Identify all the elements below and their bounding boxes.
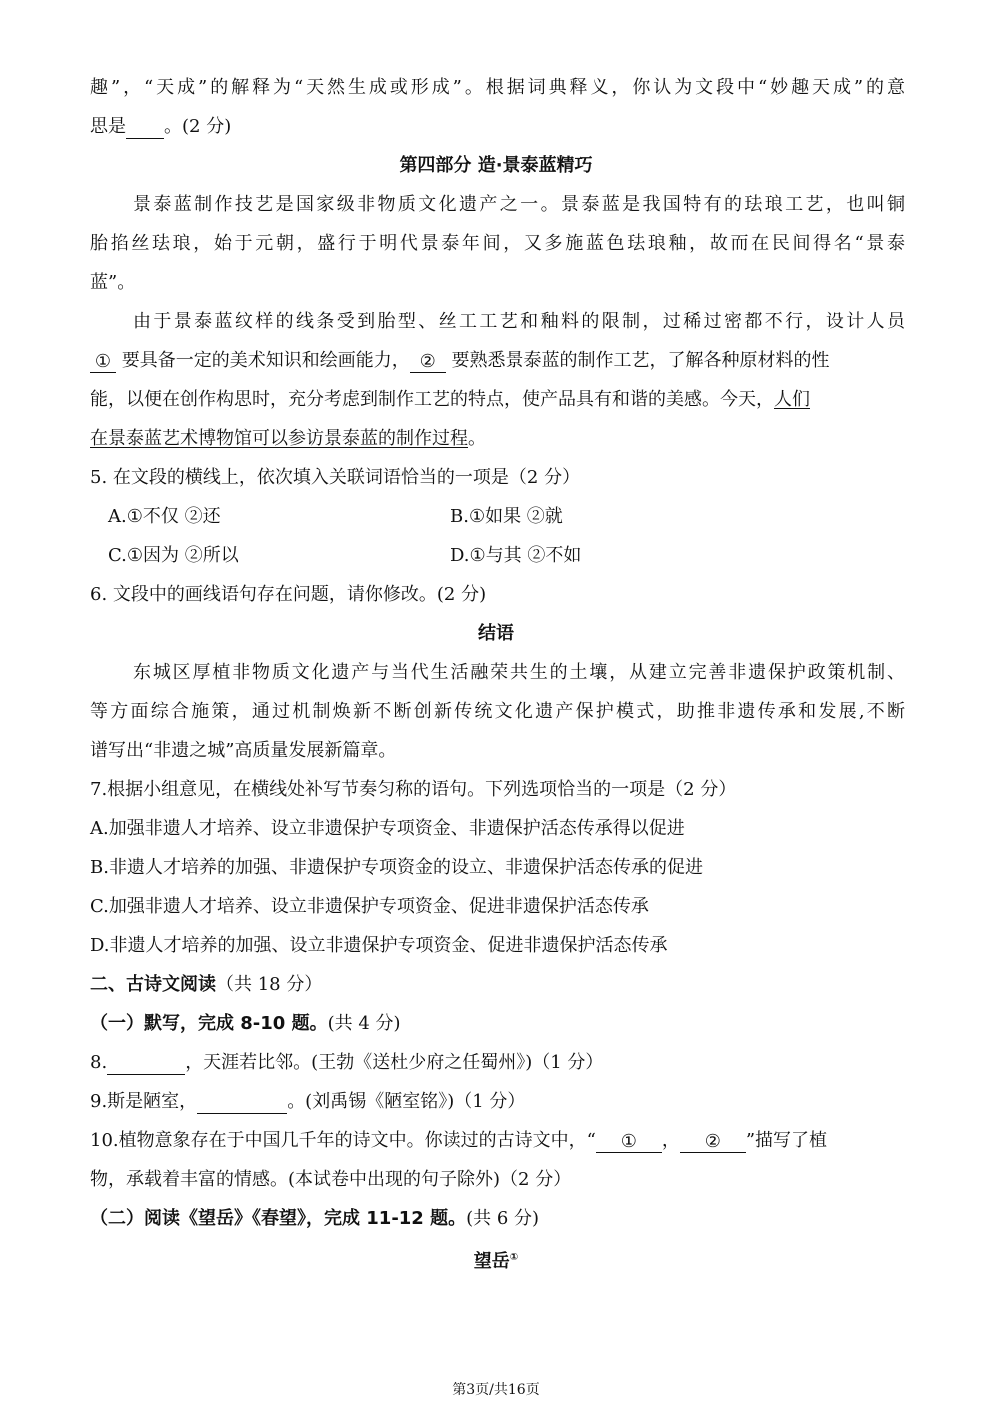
q7-option-d[interactable]: D.非遗人才培养的加强、设立非遗保护专项资金、促进非遗保护活态传承 xyxy=(90,935,668,956)
poem-footnote-mark: ① xyxy=(509,1252,519,1263)
question-6-stem: 6. 文段中的画线语句存在问题，请你修改。(2 分) xyxy=(90,584,487,605)
part4-p2-line-2-mid: 要具备一定的美术知识和绘画能力， xyxy=(116,350,410,371)
q10-blank-1[interactable]: ① xyxy=(596,1132,662,1153)
intro-line-2-pre: 思是 xyxy=(90,116,126,137)
subsection-1-score: (共 4 分) xyxy=(327,1013,401,1034)
question-9 xyxy=(90,1090,905,1114)
q10-post: ”描写了植 xyxy=(745,1130,828,1151)
section-2-score: （共 18 分） xyxy=(216,974,323,995)
subsection-2-title: （二）阅读《望岳》《春望》，完成 11-12 题。 xyxy=(90,1208,467,1229)
underlined-sentence-start: 人们 xyxy=(774,389,810,410)
part4-p1-line-2: 胎掐丝珐琅，始于元朝，盛行于明代景泰年间，又多施蓝色珐琅釉，故而在民间得名“景泰 xyxy=(90,233,905,254)
q9-pre: 9.斯是陋室， xyxy=(90,1091,198,1112)
intro-line-1: 趣”，“天成”的解释为“天然生成或形成”。根据词典释义，你认为文段中“妙趣天成”的意 xyxy=(90,77,905,98)
poem-title xyxy=(0,1246,992,1274)
part4-p2-line-3 xyxy=(90,388,905,412)
q8-number: 8. xyxy=(90,1052,108,1073)
section-2-title: 二、古诗文阅读 xyxy=(90,974,216,995)
part4-p2-line-4 xyxy=(90,427,905,451)
page-number: 第3页/共16页 xyxy=(452,1382,540,1398)
conclusion-line-2: 等方面综合施策，通过机制焕新不断创新传统文化遗产保护模式，助推非遗传承和发展,不断 xyxy=(90,701,905,722)
blank-1: ① xyxy=(90,352,116,373)
q9-answer-blank[interactable] xyxy=(197,1113,287,1114)
question-8 xyxy=(90,1051,905,1075)
q10-pre: 10.植物意象存在于中国几千年的诗文中。你读过的古诗文中，“ xyxy=(90,1130,596,1151)
q7-option-c[interactable]: C.加强非遗人才培养、设立非遗保护专项资金、促进非遗保护活态传承 xyxy=(90,896,649,917)
part4-p2-line-2 xyxy=(90,349,905,373)
subsection-1-title: （一）默写，完成 8-10 题。 xyxy=(90,1013,328,1034)
question-7-stem: 7.根据小组意见，在横线处补写节奏匀称的语句。下列选项恰当的一项是（2 分） xyxy=(90,779,737,800)
section-2-heading xyxy=(90,973,905,997)
conclusion-line-3: 谱写出“非遗之城”高质量发展新篇章。 xyxy=(90,740,397,761)
question-5-stem: 5. 在文段的横线上，依次填入关联词语恰当的一项是（2 分） xyxy=(90,467,581,488)
q8-text: ，天涯若比邻。(王勃《送杜少府之任蜀州》)（1 分） xyxy=(185,1052,604,1073)
part4-p2-line-2-end: 要熟悉景泰蓝的制作工艺，了解各种原材料的性 xyxy=(445,350,830,371)
q5-option-d[interactable]: D.①与其 ②不如 xyxy=(450,545,582,566)
q9-post: 。(刘禹锡《陋室铭》)（1 分） xyxy=(287,1091,526,1112)
q10-blank-2[interactable]: ② xyxy=(680,1132,746,1153)
question-10-line-2: 物，承载着丰富的情感。(本试卷中出现的句子除外)（2 分） xyxy=(90,1169,572,1190)
q5-option-b[interactable]: B.①如果 ②就 xyxy=(450,506,563,527)
part4-p2-line-3-pre: 能，以便在创作构思时，充分考虑到制作工艺的特点，使产品具有和谐的美感。今天， xyxy=(90,389,774,410)
q5-option-a[interactable]: A.①不仅 ②还 xyxy=(108,506,221,527)
q8-answer-blank[interactable] xyxy=(107,1074,185,1075)
part4-p2-line-4-end: 。 xyxy=(468,428,486,449)
intro-line-2 xyxy=(90,115,905,139)
q5-option-c[interactable]: C.①因为 ②所以 xyxy=(108,545,239,566)
section-title-conclusion: 结语 xyxy=(478,623,514,644)
q7-option-a[interactable]: A.加强非遗人才培养、设立非遗保护专项资金、非遗保护活态传承得以促进 xyxy=(90,818,685,839)
blank-2: ② xyxy=(410,352,446,373)
q7-option-b[interactable]: B.非遗人才培养的加强、非遗保护专项资金的设立、非遗保护活态传承的促进 xyxy=(90,857,703,878)
conclusion-line-1: 东城区厚植非物质文化遗产与当代生活融荣共生的土壤，从建立完善非遗保护政策机制、 xyxy=(133,662,905,683)
underlined-sentence-end: 在景泰蓝艺术博物馆可以参访景泰蓝的制作过程 xyxy=(90,428,468,449)
question-10-line-1 xyxy=(90,1129,905,1153)
part4-p2-line-1: 由于景泰蓝纹样的线条受到胎型、丝工工艺和釉料的限制，过稀过密都不行，设计人员 xyxy=(133,311,905,332)
part4-p1-line-3: 蓝”。 xyxy=(90,272,136,293)
answer-blank-meaning[interactable] xyxy=(126,138,164,139)
poem-title-text: 望岳 xyxy=(473,1251,510,1272)
part4-p1-line-1: 景泰蓝制作技艺是国家级非物质文化遗产之一。景泰蓝是我国特有的珐琅工艺，也叫铜 xyxy=(133,194,905,215)
section-title-part4: 第四部分 造·景泰蓝精巧 xyxy=(399,155,593,176)
q10-sep: ， xyxy=(661,1130,680,1151)
intro-line-2-post: 。(2 分) xyxy=(164,116,232,137)
subsection-1-heading xyxy=(90,1012,905,1036)
subsection-2-score: (共 6 分) xyxy=(466,1208,540,1229)
subsection-2-heading xyxy=(90,1207,905,1231)
